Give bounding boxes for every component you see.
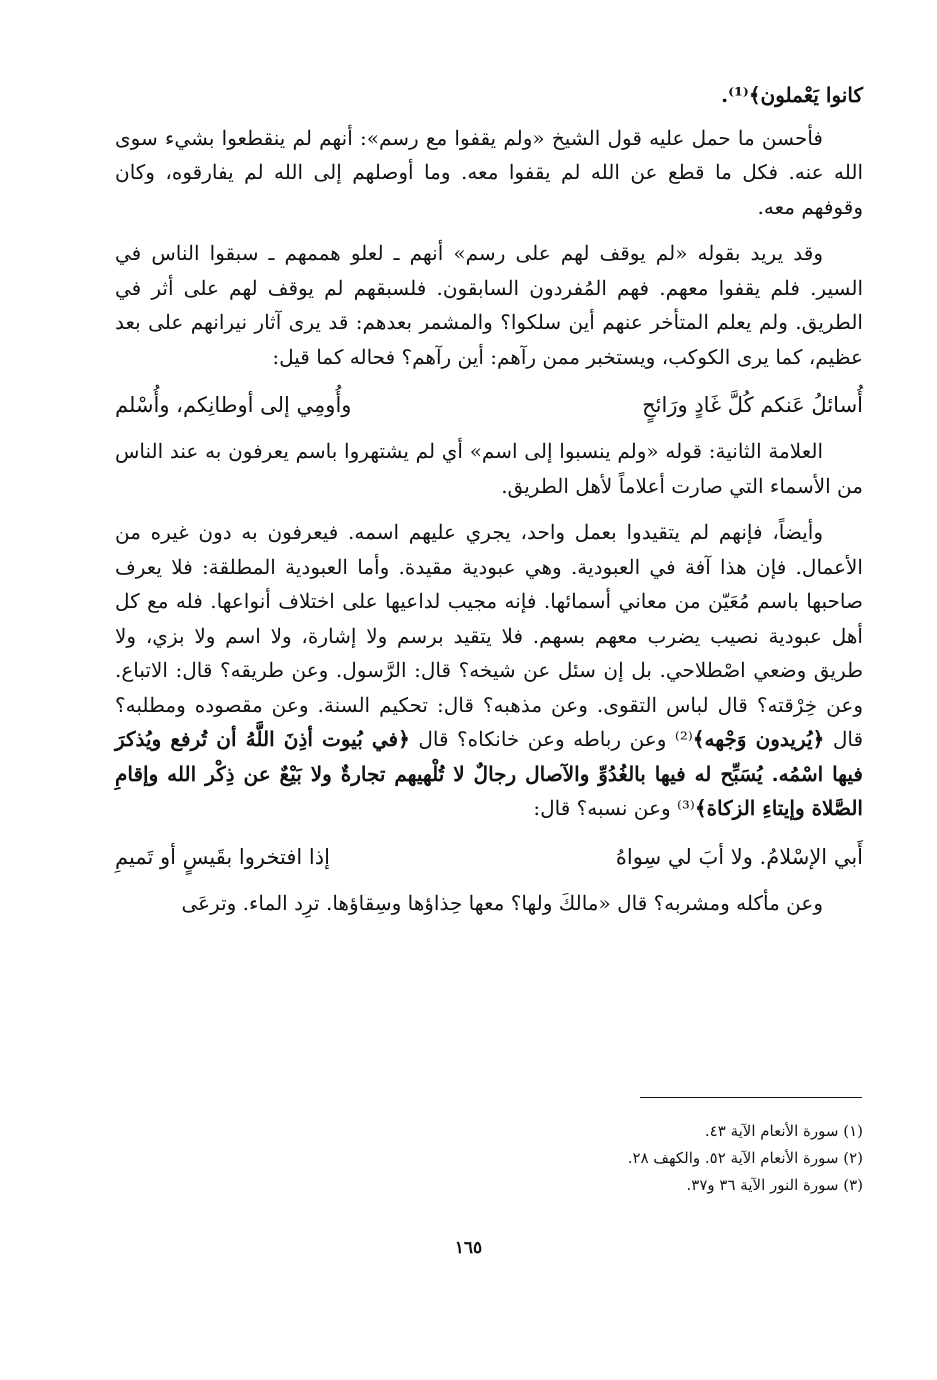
paragraph-2: وقد يريد بقوله «لم يوقف لهم على رسم» أنهم ـ لعلو هممهم ـ سبقوا الناس في السير. فلم يقفوا معهم. فهم المُفردون السابقون. فلسبقهم لم يوقف لهم على أثر في الطريق. ولم يعلم المتأخر عنهم أين سلكوا؟ والمشمر بعدهم: قد يرى آثار نيرانهم على بعد عظيم، كما يرى الكوكب، ويستخبر ممن رآهم: أين رآهم؟ فحاله كما قيل:	[115, 241, 863, 369]
verse-2	[115, 838, 863, 876]
footnotes	[115, 1118, 863, 1199]
footnote-ref-3: ⁽³⁾	[676, 796, 695, 820]
quran-quote-2: ﴿في بُيوت أذِنَ اللَّهُ أن تُرفع ويُذكرَ فيها اسْمُه. يُسَبِّح له فيها بالغُدُوِّ والآصال رجالٌ لا تُلْهيهم تجارةٌ ولا بَيْعٌ عن ذِكْر الله وإقامِ الصَّلاة وإيتاءِ الزكاة﴾	[115, 727, 863, 820]
paragraph-4-text-2: وعن رباطه وعن خانكاه؟ قال	[409, 727, 675, 751]
footnote-3: (٣) سورة النور الآية ٣٦ و٣٧.	[686, 1176, 863, 1194]
footnote-1: (١) سورة الأنعام الآية ٤٣.	[704, 1122, 863, 1140]
paragraph-1: فأحسن ما حمل عليه قول الشيخ «ولم يقفوا مع رسم»: أنهم لم ينقطعوا بشيء سوى الله عنه. فكل ما قطع عن الله لم يقفوا معه. وما أوصلهم إلى الله لم يفارقوه، وكان وقوفهم معه.	[115, 125, 863, 219]
verse-2-hemistich-right: أَبي الإسْلامُ. ولا أبَ لي سِواهُ	[615, 844, 863, 869]
page-body	[115, 78, 863, 932]
quran-quote-1: ﴿يُريدون وَجْهه﴾	[692, 727, 825, 751]
opening-line: كانوا يَعْملون﴾⁽¹⁾.	[721, 83, 863, 107]
footnote-ref-2: ⁽²⁾	[674, 727, 693, 751]
paragraph-4	[115, 515, 863, 826]
paragraph-5: وعن مأكله ومشربه؟ قال «مالكَ ولها؟ معها حِذاؤها وسِقاؤها. ترِد الماء. وترعَى	[181, 890, 823, 915]
verse-1-hemistich-right: أُسائلُ عَنكم كُلَّ غَادٍ ورَائحٍ	[642, 393, 863, 417]
verse-1	[115, 386, 863, 424]
paragraph-4-text-3: وعن نسبه؟ قال:	[533, 796, 677, 820]
paragraph-3: العلامة الثانية: قوله «ولم ينسبوا إلى اسم» أي لم يشتهروا باسم يعرفون به عند الناس من الأسماء التي صارت أعلاماً لأهل الطريق.	[115, 439, 863, 498]
footnote-2: (٢) سورة الأنعام الآية ٥٢. والكهف ٢٨.	[627, 1149, 863, 1167]
footnote-divider	[640, 1097, 862, 1098]
paragraph-4-text: وأيضاً، فإنهم لم يتقيدوا بعمل واحد، يجري عليهم اسمه. فيعرفون به دون غيره من الأعمال. فإن هذا آفة في العبودية. وهي عبودية مقيدة. وأما العبودية المطلقة: فلا يعرف صاحبها باسم مُعَيّن من معاني أسمائها. فإنه مجيب لداعيها على اختلاف أنواعها. فله مع كل أهل عبودية نصيب يضرب معهم بسهم. فلا يتقيد برسم ولا إشارة، ولا اسم ولا بزي، ولا طريق وضعي اصْطلاحي. بل إن سئل عن شيخه؟ قال: الرَّسول. وعن طريقه؟ قال: الاتباع. وعن خِرْقته؟ قال لباس التقوى. وعن مذهبه؟ قال: تحكيم السنة. وعن مقصوده ومطلبه؟ قال	[115, 520, 864, 751]
verse-1-hemistich-left: وأُومِي إلى أوطانِكم، وأُسْلم	[115, 393, 352, 417]
verse-2-hemistich-left: إذا افتخروا بقَيسٍ أو تَميمِ	[115, 844, 330, 869]
page-number: ١٦٥	[454, 1238, 483, 1258]
